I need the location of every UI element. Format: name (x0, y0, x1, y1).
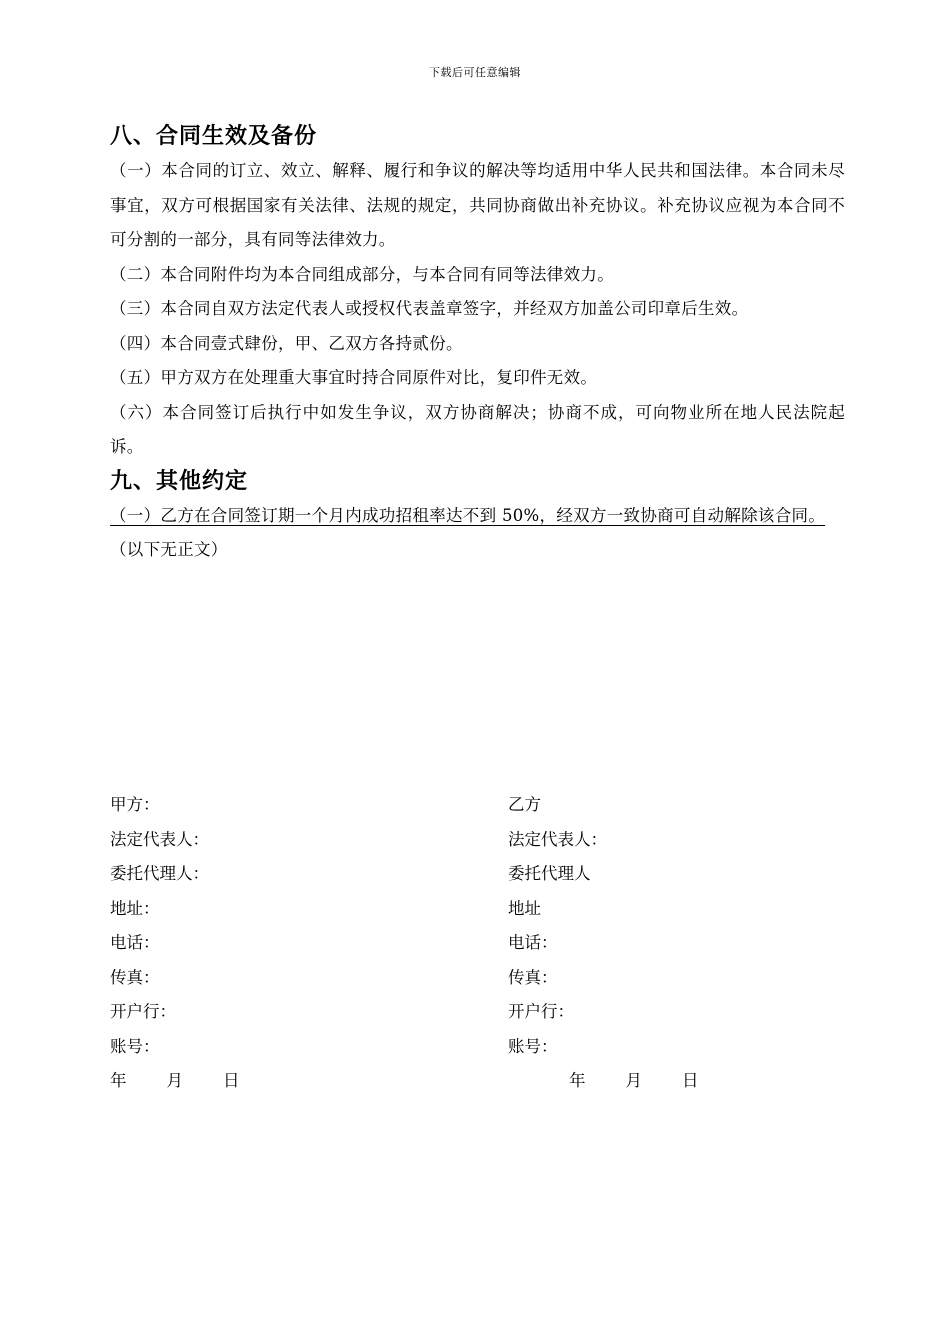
party-a-signature (110, 788, 440, 1099)
date-day: 日 (682, 1071, 699, 1090)
date-month: 月 (166, 1071, 183, 1090)
clause-9-1: （一）乙方在合同签订期一个月内成功招租率达不到 50%，经双方一致协商可自动解除该合同。 (110, 505, 826, 525)
contract-body (110, 120, 845, 568)
party-a-fax: 传真： (110, 967, 160, 987)
clause-8-4: （四）本合同壹式肆份，甲、乙双方各持贰份。 (110, 333, 463, 353)
party-b-agent: 委托代理人 (508, 864, 591, 883)
clause-8-3: （三）本合同自双方法定代表人或授权代表盖章签字，并经双方加盖公司印章后生效。 (110, 299, 749, 318)
party-a-bank: 开户行： (110, 1002, 176, 1021)
party-a-address: 地址： (110, 898, 160, 918)
party-a-date (110, 1064, 440, 1099)
party-b-signature (508, 788, 838, 1099)
party-a-account: 账号： (110, 1036, 160, 1056)
date-month: 月 (625, 1071, 642, 1090)
party-b-date (508, 1064, 838, 1099)
date-day: 日 (223, 1071, 240, 1090)
end-of-text-note: （以下无正文） (110, 540, 228, 559)
party-b-fax: 传真： (508, 967, 558, 987)
section-heading-other-terms: 九、其他约定 (110, 468, 249, 494)
party-b-label: 乙方 (508, 795, 541, 814)
date-year: 年 (110, 1071, 127, 1090)
clause-8-6: （六）本合同签订后执行中如发生争议，双方协商解决；协商不成，可向物业所在地人民法院起诉。 (110, 402, 845, 456)
party-b-address: 地址 (508, 898, 541, 918)
party-a-phone: 电话： (110, 933, 160, 952)
date-year: 年 (569, 1071, 586, 1090)
clause-8-1: （一）本合同的订立、效立、解释、履行和争议的解决等均适用中华人民共和国法律。本合同未尽事宜，双方可根据国家有关法律、法规的规定，共同协商做出补充协议。补充协议应视为本合同不可分割的一部分，具有同等法律效力。 (110, 161, 845, 249)
section-heading-effectiveness: 八、合同生效及备份 (110, 124, 318, 149)
party-b-legal-rep: 法定代表人： (508, 829, 607, 849)
party-b-account: 账号： (508, 1036, 558, 1056)
party-b-bank: 开户行： (508, 1002, 574, 1021)
clause-8-2: （二）本合同附件均为本合同组成部分，与本合同有同等法律效力。 (110, 264, 614, 284)
header-note: 下载后可任意编辑 (429, 66, 521, 79)
party-a-agent: 委托代理人： (110, 864, 209, 883)
clause-8-5: （五）甲方双方在处理重大事宜时持合同原件对比，复印件无效。 (110, 368, 598, 387)
party-a-legal-rep: 法定代表人： (110, 829, 209, 849)
party-b-phone: 电话： (508, 933, 558, 952)
party-a-label: 甲方： (110, 795, 160, 814)
